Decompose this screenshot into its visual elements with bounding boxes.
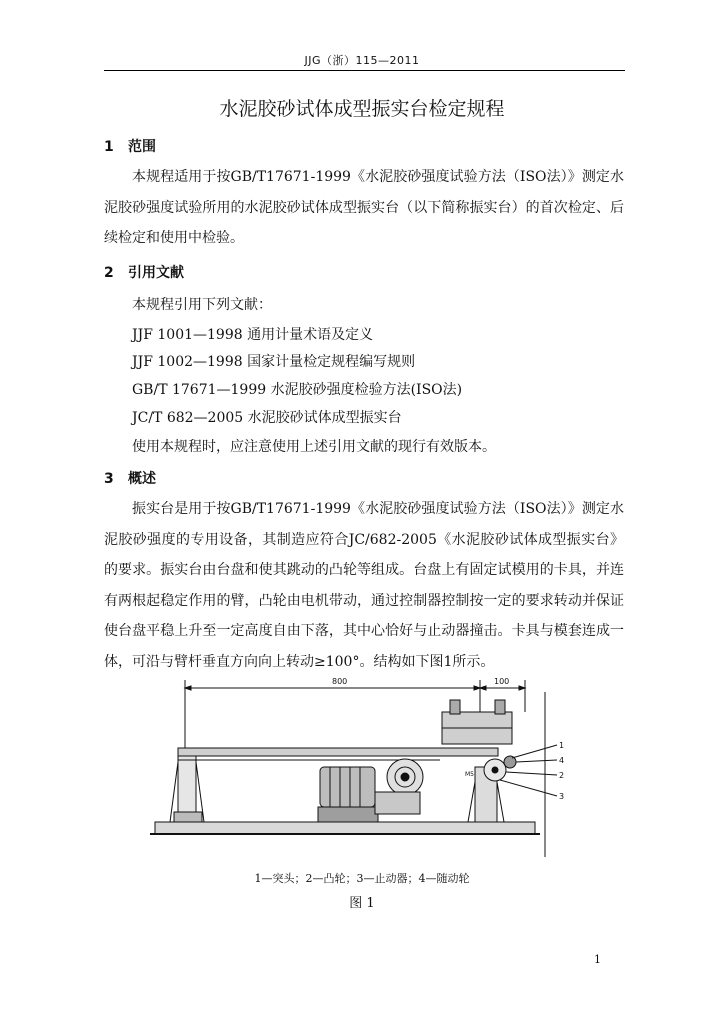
section-title: 范围 <box>128 139 156 155</box>
page-number: 1 <box>594 953 601 966</box>
dimension-label-side: 100 <box>494 677 510 686</box>
reference-note: 使用本规程时，应注意使用上述引用文献的现行有效版本。 <box>132 439 496 455</box>
section-title: 引用文献 <box>128 265 184 281</box>
callout-label: 2 <box>559 771 565 780</box>
reference-item: GB/T 17671—1999 水泥胶砂强度检验方法(ISO法) <box>132 382 463 398</box>
section-1-paragraph: 本规程适用于按GB/T17671-1999《水泥胶砂强度试验方法（ISO法）》测定水泥胶砂强度试验所用的水泥胶砂试体成型振实台（以下简称振实台）的首次检定、后续检定和使用中检验。 <box>104 169 624 246</box>
figure-label: 图 1 <box>349 896 375 911</box>
document-header: JJG（浙）115—2011 <box>304 54 420 67</box>
reference-intro: 本规程引用下列文献： <box>132 297 272 313</box>
section-1-heading <box>104 136 156 156</box>
section-3-heading <box>104 468 156 488</box>
figure-caption: 1—突头；2—凸轮；3—止动器；4—随动轮 <box>254 872 470 885</box>
section-number: 1 <box>104 139 114 155</box>
header-rule <box>104 70 625 71</box>
section-number: 3 <box>104 471 114 487</box>
reference-item: JC/T 682—2005 水泥胶砂试体成型振实台 <box>132 410 402 426</box>
dimension-label-main: 800 <box>332 677 348 686</box>
section-number: 2 <box>104 265 114 281</box>
document-title: 水泥胶砂试体成型振实台检定规程 <box>219 98 505 120</box>
side-mark: M5 <box>465 771 474 778</box>
callout-label: 3 <box>559 792 565 801</box>
jolting-table-diagram <box>150 672 580 862</box>
callout-label: 1 <box>559 741 565 750</box>
section-3-paragraph: 振实台是用于按GB/T17671-1999《水泥胶砂强度试验方法（ISO法）》测定水泥胶砂强度的专用设备，其制造应符合JC/682-2005《水泥胶砂试体成型振实台》的要求。振实台由台盘和使其跳动的凸轮等组成。台盘上有固定试模用的卡具，并连有两根起稳定作用的臂，凸轮由电机带动，通过控制器控制按一定的要求转动并保证使台盘平稳上升至一定高度自由下落，其中心恰好与止动器撞击。卡具与模套连成一体，可沿与臂杆垂直方向向上转动≥100°。结构如下图1所示。 <box>104 501 624 670</box>
callout-label: 4 <box>559 756 565 765</box>
section-2-heading <box>104 262 184 282</box>
reference-item: JJF 1002—1998 国家计量检定规程编写规则 <box>132 354 416 370</box>
reference-item: JJF 1001—1998 通用计量术语及定义 <box>132 327 374 343</box>
section-title: 概述 <box>128 471 156 487</box>
